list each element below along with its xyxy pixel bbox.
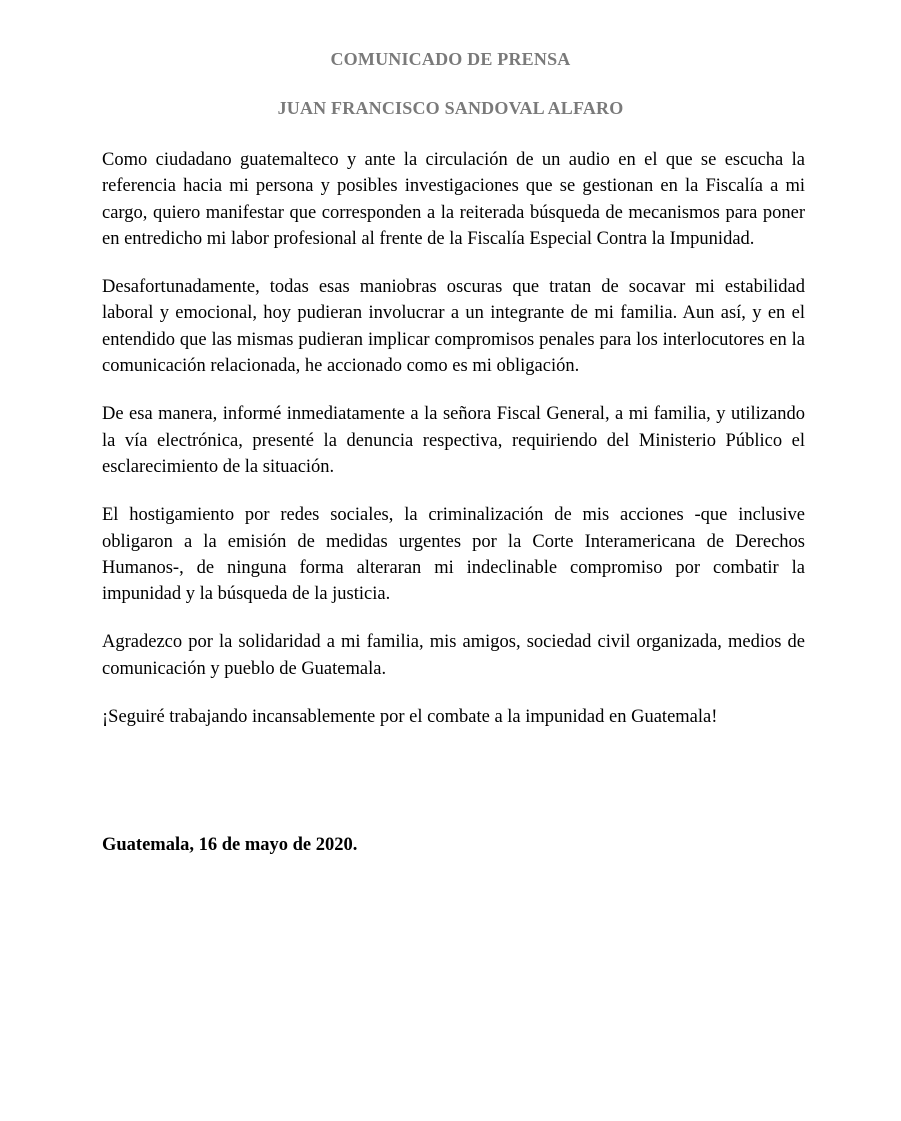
paragraph-2: Desafortunadamente, todas esas maniobras oscuras que tratan de socavar mi estabilidad laboral y emocional, hoy pudieran involucrar a un integrante de mi familia. Aun así, y en el entendido que las mismas pudieran implicar compromisos penales para los interlocutores en la comunicación relacionada, he accionado como es mi obligación.: [102, 277, 805, 377]
paragraph-4: El hostigamiento por redes sociales, la criminalización de mis acciones -que inclusive obligaron a la emisión de medidas urgentes por la Corte Interamericana de Derechos Humanos-, de ninguna forma alteraran mi indeclinable compromiso por combatir la impunidad y la búsqueda de la justicia.: [102, 505, 805, 605]
paragraph-3: De esa manera, informé inmediatamente a la señora Fiscal General, a mi familia, y utilizando la vía electrónica, presenté la denuncia respectiva, requiriendo del Ministerio Público el esclarecimiento de la situación.: [102, 404, 805, 477]
paragraph-5: Agradezco por la solidaridad a mi familia, mis amigos, sociedad civil organizada, medios de comunicación y pueblo de Guatemala.: [102, 632, 805, 679]
paragraph-1: Como ciudadano guatemalteco y ante la circulación de un audio en el que se escucha la referencia hacia mi persona y posibles investigaciones que se gestionan en la Fiscalía a mi cargo, quiero manifestar que corresponden a la reiterada búsqueda de mecanismos para poner en entredicho mi labor profesional al frente de la Fiscalía Especial Contra la Impunidad.: [102, 150, 805, 249]
document-subtitle: JUAN FRANCISCO SANDOVAL ALFARO: [277, 98, 624, 118]
date-line: Guatemala, 16 de mayo de 2020.: [102, 835, 358, 855]
document-title: COMUNICADO DE PRENSA: [330, 49, 571, 69]
document-body: [102, 147, 805, 730]
paragraph-6: ¡Seguiré trabajando incansablemente por el combate a la impunidad en Guatemala!: [102, 707, 718, 728]
